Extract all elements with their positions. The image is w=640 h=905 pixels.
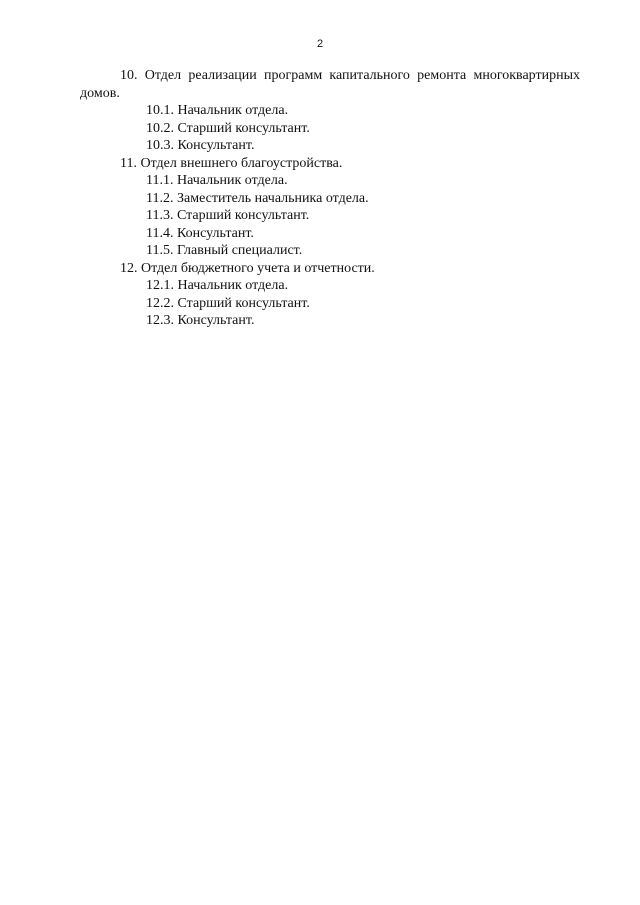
document-body xyxy=(80,67,580,330)
section-10 xyxy=(80,67,580,155)
section-title: 10. Отдел реализации программ капитального ремонта многоквартирных домов. xyxy=(80,68,580,101)
list-item: 11.3. Старший консультант. xyxy=(146,208,310,223)
section-title: 12. Отдел бюджетного учета и отчетности. xyxy=(120,260,375,276)
page-number: 2 xyxy=(316,38,324,50)
list-item: 12.1. Начальник отдела. xyxy=(146,278,289,293)
list-item: 11.1. Начальник отдела. xyxy=(146,173,288,188)
section-12 xyxy=(80,260,580,330)
section-11 xyxy=(80,155,580,260)
list-item: 10.3. Консультант. xyxy=(146,138,255,153)
section-title: 11. Отдел внешнего благоустройства. xyxy=(120,155,343,171)
list-item: 11.5. Главный специалист. xyxy=(146,243,303,258)
list-item: 10.2. Старший консультант. xyxy=(146,120,310,136)
list-item: 10.1. Начальник отдела. xyxy=(146,103,289,118)
list-item: 11.2. Заместитель начальника отдела. xyxy=(146,190,369,206)
list-item: 12.2. Старший консультант. xyxy=(146,295,310,311)
list-item: 11.4. Консультант. xyxy=(146,225,254,241)
list-item: 12.3. Консультант. xyxy=(146,313,255,328)
